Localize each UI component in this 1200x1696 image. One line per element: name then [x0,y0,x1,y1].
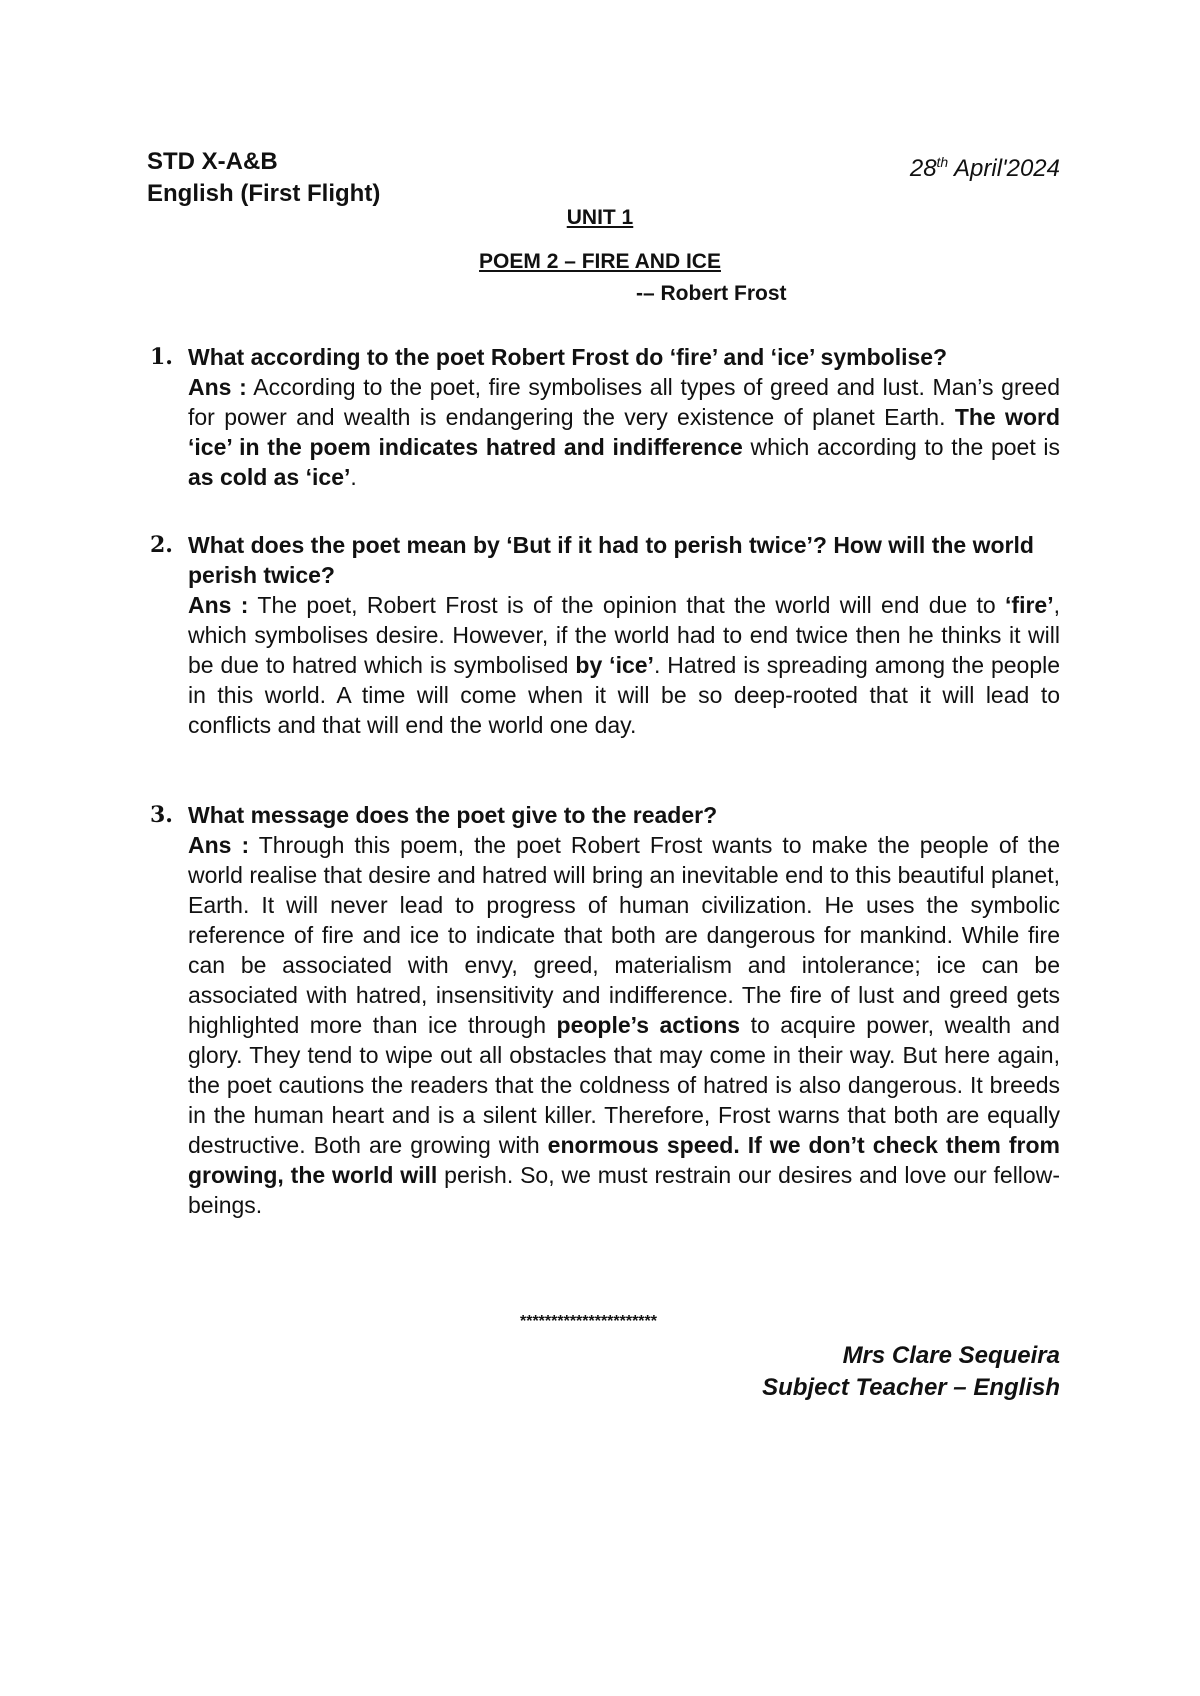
question-number: 1. [150,344,173,370]
date-rest: April'2024 [948,155,1060,182]
answer-text: According to the poet, fire symbolises all types of greed and lust. Man’s greed for power and wealth is endangering the very existence of planet Earth. [188,374,1061,430]
date-day: 28 [909,155,937,182]
question-block-1 [150,342,1060,492]
answer-text: Through this poem, the poet Robert Frost wants to make the people of the world realise that desire and hatred will bring an inevitable end to this beautiful planet, Earth. It will never lead to progress of human civilization. He uses the symbolic reference of fire and ice to indicate that both are dangerous for mankind. While fire can be associated with envy, greed, materialism and intolerance; ice can be associated with hatred, insensitivity and indifference. The fire of lust and greed gets highlighted more than ice through [188,832,1061,1038]
author-line: -– Robert Frost [636,282,787,305]
answer-text: to acquire power, wealth and glory. They tend to wipe out all obstacles that may come in their way. But here again, the poet cautions the readers that the coldness of hatred is also dangerous. It breeds in the human heart and is a silent killer. Therefore, Frost warns that both are equally destructive. Both are growing with [188,1012,1060,1158]
answer-text: . [350,464,357,490]
question-text: What does the poet mean by ‘But if it had to perish twice’? How will the world perish twice? [188,532,1034,588]
question-block-3 [150,800,1060,1220]
ans-label: Ans : [188,592,249,618]
signature [700,1340,1060,1404]
answer [188,830,1060,1220]
question-block-2 [150,530,1060,740]
question-text: What message does the poet give to the reader? [188,802,718,828]
teacher-role: Subject Teacher – English [762,1374,1060,1401]
answer [188,372,1060,492]
unit-title: UNIT 1 [566,206,634,229]
ans-label: Ans : [188,832,250,858]
separator-stars: ********************** [520,1313,657,1330]
answer-text: perish. So, we must restrain our desires and love our fellow-beings. [188,1162,1060,1218]
subject-line: English (First Flight) [147,180,381,207]
answer-bold: The word ‘ice’ in the poem indicates hatred and indifference [188,404,1060,460]
teacher-name: Mrs Clare Sequeira [842,1342,1060,1369]
date-suffix: th [936,154,949,170]
question-text: What according to the poet Robert Frost do ‘fire’ and ‘ice’ symbolise? [188,344,948,370]
answer-bold: as cold as ‘ice’ [188,464,351,490]
answer-bold: by ‘ice’ [575,652,654,678]
question-number: 2. [150,532,173,558]
poem-title: POEM 2 – FIRE AND ICE [479,250,721,273]
answer-bold: enormous speed. If we don’t check them from growing, the world will [188,1132,1060,1188]
answer-text: . Hatred is spreading among the people in this world. A time will come when it will be so deep-rooted that it will lead to conflicts and that will end the world one day. [188,652,1061,738]
answer-text: , which symbolises desire. However, if the world had to end twice then he thinks it will be due to hatred which is symbolised [188,592,1060,678]
question-number: 3. [150,802,173,828]
class-line: STD X-A&B [147,148,278,175]
answer-text: The poet, Robert Frost is of the opinion that the world will end due to [248,592,1006,618]
answer-bold: ‘fire’ [1005,592,1054,618]
header-left [147,146,380,210]
answer [188,590,1060,740]
date [870,146,1060,185]
ans-label: Ans : [188,374,247,400]
answer-text: which according to the poet is [742,434,1061,460]
answer-bold: people’s actions [556,1012,741,1038]
